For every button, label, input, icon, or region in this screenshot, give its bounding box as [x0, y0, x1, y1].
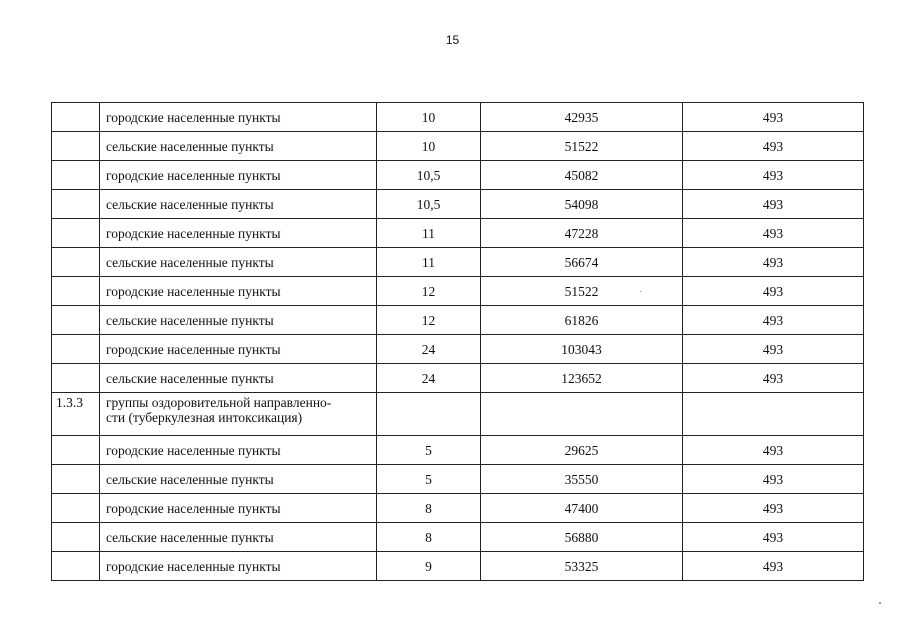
- table-row: [52, 552, 864, 581]
- table-row: [52, 306, 864, 335]
- row-hours-cell: 24: [377, 335, 481, 364]
- row-rate-cell: 493: [683, 306, 864, 335]
- row-rate-cell: 493: [683, 552, 864, 581]
- row-hours-cell: 12: [377, 306, 481, 335]
- row-cost-cell: 54098: [481, 190, 683, 219]
- row-cost-cell: 51522: [481, 277, 683, 306]
- row-hours-cell: 11: [377, 219, 481, 248]
- row-name-cell: городские населенные пункты: [100, 552, 377, 581]
- row-name-cell: сельские населенные пункты: [100, 465, 377, 494]
- table-row: [52, 494, 864, 523]
- row-cost-cell: 61826: [481, 306, 683, 335]
- row-cost-cell: 123652: [481, 364, 683, 393]
- row-rate-cell: 493: [683, 103, 864, 132]
- table-row: [52, 364, 864, 393]
- table-row: [52, 190, 864, 219]
- row-hours-cell: 11: [377, 248, 481, 277]
- row-hours-cell: 9: [377, 552, 481, 581]
- row-code-cell: [52, 103, 100, 132]
- row-cost-cell: 51522: [481, 132, 683, 161]
- row-cost-cell: 47228: [481, 219, 683, 248]
- table-row: [52, 465, 864, 494]
- row-code-cell: [52, 364, 100, 393]
- row-hours-cell: 10,5: [377, 190, 481, 219]
- section-row: [52, 393, 864, 436]
- row-rate-cell: 493: [683, 248, 864, 277]
- row-cost-cell: 35550: [481, 465, 683, 494]
- row-name-cell: сельские населенные пункты: [100, 132, 377, 161]
- row-rate-cell: 493: [683, 465, 864, 494]
- row-rate-cell: 493: [683, 277, 864, 306]
- row-rate-cell: [683, 393, 864, 436]
- row-name-cell: городские населенные пункты: [100, 277, 377, 306]
- row-rate-cell: 493: [683, 190, 864, 219]
- table-row: [52, 335, 864, 364]
- row-code-cell: [52, 494, 100, 523]
- row-hours-cell: 8: [377, 523, 481, 552]
- row-cost-cell: 47400: [481, 494, 683, 523]
- row-cost-cell: 53325: [481, 552, 683, 581]
- row-rate-cell: 493: [683, 494, 864, 523]
- row-hours-cell: 5: [377, 465, 481, 494]
- row-rate-cell: 493: [683, 219, 864, 248]
- row-name-cell: сельские населенные пункты: [100, 306, 377, 335]
- row-name-cell: сельские населенные пункты: [100, 523, 377, 552]
- row-code-cell: [52, 306, 100, 335]
- table-body: [52, 103, 864, 581]
- table-row: [52, 103, 864, 132]
- row-hours-cell: 10,5: [377, 161, 481, 190]
- row-code-cell: [52, 248, 100, 277]
- row-hours-cell: 8: [377, 494, 481, 523]
- row-hours-cell: 10: [377, 103, 481, 132]
- row-name-cell: городские населенные пункты: [100, 161, 377, 190]
- row-code-cell: [52, 219, 100, 248]
- row-cost-cell: 56880: [481, 523, 683, 552]
- row-name-cell: городские населенные пункты: [100, 335, 377, 364]
- row-code-cell: [52, 523, 100, 552]
- scan-speck: [879, 602, 881, 604]
- row-hours-cell: 12: [377, 277, 481, 306]
- row-code-cell: [52, 552, 100, 581]
- row-code-cell: 1.3.3: [52, 393, 100, 436]
- row-name-cell: сельские населенные пункты: [100, 364, 377, 393]
- tariff-table: [51, 102, 864, 581]
- row-code-cell: [52, 436, 100, 465]
- row-name-cell: городские населенные пункты: [100, 103, 377, 132]
- table-row: [52, 161, 864, 190]
- table-row: [52, 523, 864, 552]
- row-rate-cell: 493: [683, 436, 864, 465]
- table-row: [52, 248, 864, 277]
- row-cost-cell: 42935: [481, 103, 683, 132]
- row-cost-cell: 56674: [481, 248, 683, 277]
- row-hours-cell: 24: [377, 364, 481, 393]
- row-rate-cell: 493: [683, 335, 864, 364]
- row-name-cell: городские населенные пункты: [100, 219, 377, 248]
- row-rate-cell: 493: [683, 132, 864, 161]
- row-cost-cell: [481, 393, 683, 436]
- row-name-cell: городские населенные пункты: [100, 436, 377, 465]
- row-name-cell: сельские населенные пункты: [100, 190, 377, 219]
- row-hours-cell: 5: [377, 436, 481, 465]
- row-rate-cell: 493: [683, 364, 864, 393]
- table-row: [52, 219, 864, 248]
- row-code-cell: [52, 335, 100, 364]
- row-code-cell: [52, 277, 100, 306]
- table-row: [52, 436, 864, 465]
- row-hours-cell: 10: [377, 132, 481, 161]
- row-name-cell: [100, 393, 377, 436]
- row-code-cell: [52, 161, 100, 190]
- section-title-line: сти (туберкулезная интоксикация): [106, 410, 303, 425]
- section-title-line: группы оздоровительной направленно-: [106, 395, 332, 410]
- row-code-cell: [52, 190, 100, 219]
- row-code-cell: [52, 465, 100, 494]
- row-name-cell: городские населенные пункты: [100, 494, 377, 523]
- row-cost-cell: 103043: [481, 335, 683, 364]
- table-row: [52, 132, 864, 161]
- row-code-cell: [52, 132, 100, 161]
- table-row: [52, 277, 864, 306]
- row-cost-cell: 29625: [481, 436, 683, 465]
- page-number: 15: [445, 33, 460, 47]
- scan-speck: [640, 291, 641, 292]
- row-rate-cell: 493: [683, 523, 864, 552]
- row-name-cell: сельские населенные пункты: [100, 248, 377, 277]
- row-cost-cell: 45082: [481, 161, 683, 190]
- row-rate-cell: 493: [683, 161, 864, 190]
- row-hours-cell: [377, 393, 481, 436]
